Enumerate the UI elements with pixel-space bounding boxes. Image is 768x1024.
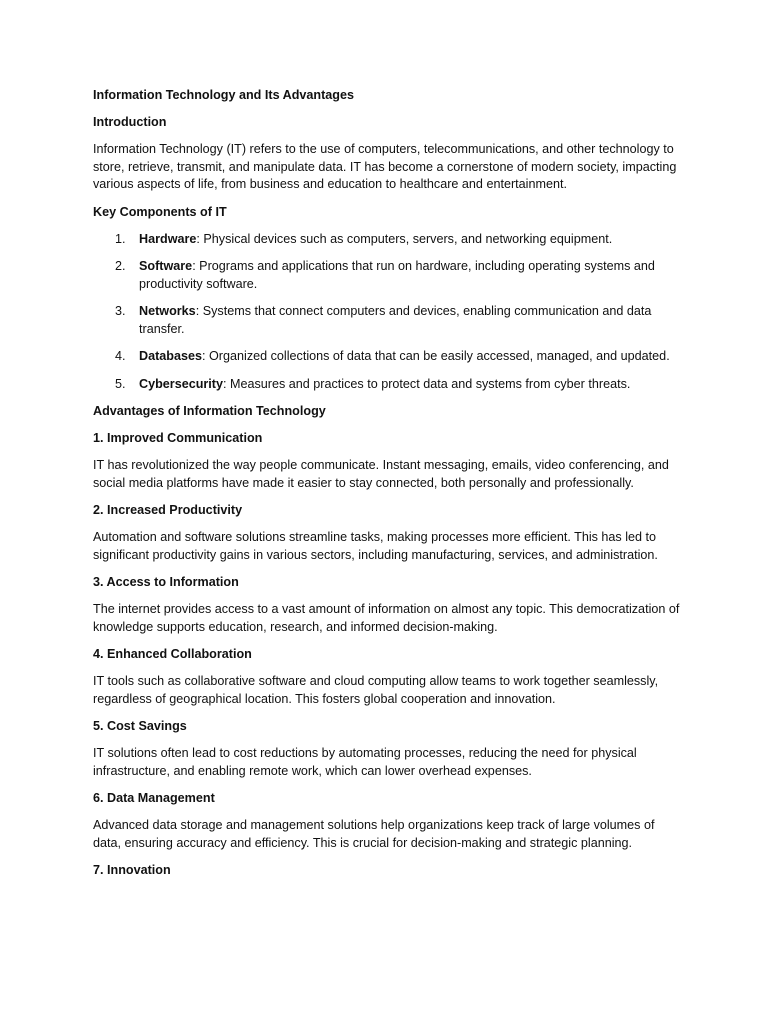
list-item bbox=[93, 231, 683, 249]
list-number: 1. bbox=[115, 231, 126, 246]
components-list bbox=[93, 231, 683, 394]
list-term: Cybersecurity bbox=[139, 376, 223, 391]
list-description: : Programs and applications that run on hardware, including operating systems and productivity software. bbox=[139, 259, 655, 291]
section-heading: 2. Increased Productivity bbox=[93, 503, 243, 517]
list-term: Software bbox=[139, 259, 193, 273]
section-heading: 3. Access to Information bbox=[93, 575, 239, 589]
list-number: 2. bbox=[115, 259, 126, 273]
list-item bbox=[93, 303, 683, 338]
section-paragraph: The internet provides access to a vast amount of information on almost any topic. This democratization of knowledge supports education, research, and informed decision-making. bbox=[93, 602, 680, 634]
section-paragraph: IT tools such as collaborative software and cloud computing allow teams to work together seamlessly, regardless of geographical location. This fosters global cooperation and innovation. bbox=[93, 674, 659, 706]
section-heading: 5. Cost Savings bbox=[93, 719, 187, 733]
list-term: Networks bbox=[139, 304, 196, 318]
intro-heading: Introduction bbox=[93, 115, 167, 129]
document-page bbox=[93, 87, 683, 889]
list-description: : Organized collections of data that can be easily accessed, managed, and updated. bbox=[202, 349, 670, 363]
list-term: Databases bbox=[139, 349, 203, 363]
section-paragraph: IT solutions often lead to cost reductions by automating processes, reducing the need for physical infrastructure, and enabling remote work, which can lower overhead expenses. bbox=[93, 746, 637, 778]
section-heading: 4. Enhanced Collaboration bbox=[93, 647, 252, 661]
list-item bbox=[93, 258, 683, 293]
list-number: 3. bbox=[115, 304, 126, 318]
section-paragraph: Advanced data storage and management solutions help organizations keep track of large volumes of data, ensuring accuracy and efficiency. This is crucial for decision-making and strategic planning. bbox=[93, 818, 655, 850]
section-paragraph: IT has revolutionized the way people communicate. Instant messaging, emails, video conferencing, and social media platforms have made it easier to stay connected, both personally and professionally. bbox=[93, 458, 669, 490]
document-title: Information Technology and Its Advantages bbox=[93, 88, 354, 102]
list-number: 4. bbox=[115, 349, 126, 363]
intro-paragraph: Information Technology (IT) refers to the use of computers, telecommunications, and other technology to store, retrieve, transmit, and manipulate data. IT has become a cornerstone of modern society, impacting various aspects of life, from business and education to healthcare and entertainment. bbox=[93, 142, 677, 191]
list-description: : Physical devices such as computers, servers, and networking equipment. bbox=[196, 231, 613, 246]
list-description: : Systems that connect computers and devices, enabling communication and data transfer. bbox=[139, 304, 652, 336]
advantages-heading: Advantages of Information Technology bbox=[93, 404, 326, 418]
section-heading: 6. Data Management bbox=[93, 791, 215, 805]
list-description: : Measures and practices to protect data and systems from cyber threats. bbox=[223, 376, 631, 391]
list-item bbox=[93, 376, 683, 394]
section-paragraph: Automation and software solutions streamline tasks, making processes more efficient. This has led to significant productivity gains in various sectors, including manufacturing, services, and administration. bbox=[93, 530, 658, 562]
section-heading: 1. Improved Communication bbox=[93, 431, 263, 445]
list-number: 5. bbox=[115, 376, 126, 391]
section-heading: 7. Innovation bbox=[93, 863, 171, 877]
list-term: Hardware bbox=[139, 231, 197, 246]
components-heading: Key Components of IT bbox=[93, 204, 227, 219]
list-item bbox=[93, 348, 683, 366]
